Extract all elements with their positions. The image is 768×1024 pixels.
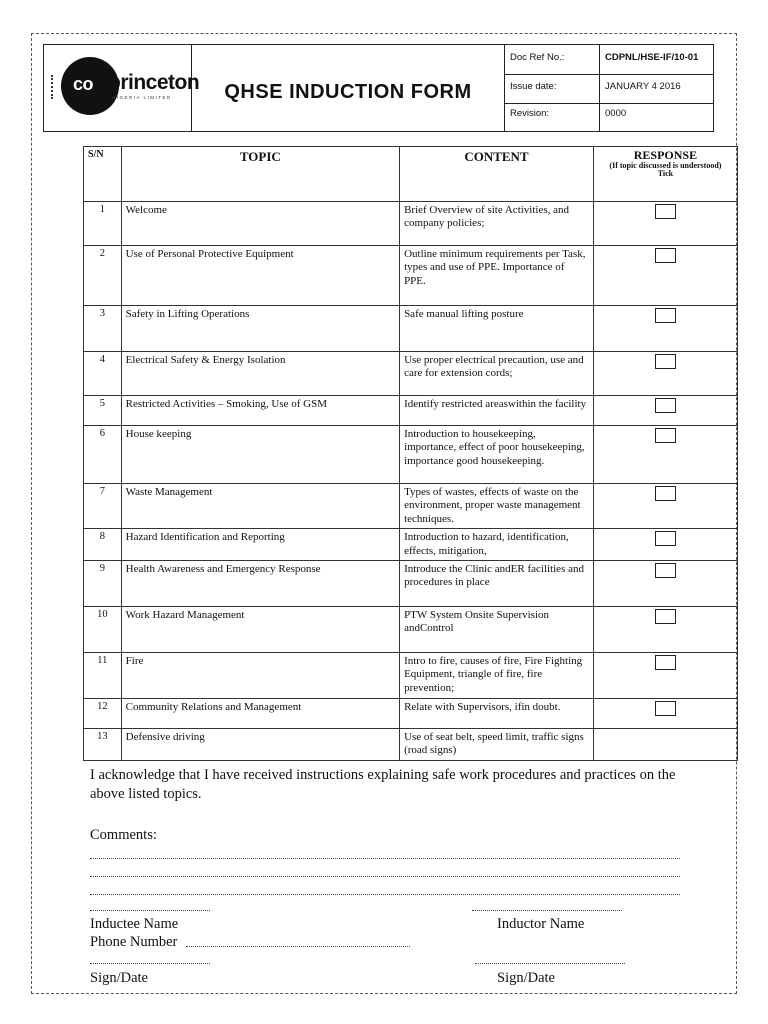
table-row	[84, 561, 738, 607]
row-response	[593, 653, 737, 699]
inductee-sign-date-label: Sign/Date	[90, 970, 148, 986]
row-response	[593, 529, 737, 561]
logo-name: princeton	[108, 71, 200, 94]
table-row	[84, 729, 738, 761]
row-content: Brief Overview of site Activities, and company policies;	[400, 202, 594, 246]
row-sn: 8	[84, 529, 122, 561]
inductor-name-label: Inductor Name	[497, 916, 585, 932]
inductee-sign-line[interactable]	[90, 963, 210, 964]
row-content: Safe manual lifting posture	[400, 306, 594, 352]
row-response	[593, 306, 737, 352]
table-row	[84, 607, 738, 653]
row-content: Introduction to housekeeping, importance, effect of poor housekeeping, importance good housekeeping.	[400, 426, 594, 484]
revision-value: 0000	[605, 108, 627, 119]
row-topic: Defensive driving	[121, 729, 399, 761]
table-row	[84, 529, 738, 561]
tick-checkbox[interactable]	[655, 248, 676, 263]
form-title: QHSE INDUCTION FORM	[224, 81, 472, 103]
phone-number-label: Phone Number	[90, 934, 178, 950]
induction-topics-table	[83, 146, 738, 761]
row-content: Use of seat belt, speed limit, traffic signs (road signs)	[400, 729, 594, 761]
table-row	[84, 484, 738, 529]
row-sn: 6	[84, 426, 122, 484]
table-row	[84, 352, 738, 396]
inductee-name-label: Inductee Name	[90, 916, 179, 932]
issue-date-value: JANUARY 4 2016	[605, 81, 681, 92]
row-response	[593, 396, 737, 426]
tick-checkbox[interactable]	[655, 563, 676, 578]
row-sn: 5	[84, 396, 122, 426]
table-row	[84, 202, 738, 246]
row-topic: Safety in Lifting Operations	[121, 306, 399, 352]
row-response	[593, 699, 737, 729]
phone-number-line[interactable]	[186, 946, 410, 947]
row-response	[593, 607, 737, 653]
company-logo	[56, 57, 200, 119]
table-row	[84, 426, 738, 484]
row-response	[593, 426, 737, 484]
row-content: Relate with Supervisors, ifin doubt.	[400, 699, 594, 729]
row-content: Outline minimum requirements per Task, types and use of PPE. Importance of PPE.	[400, 246, 594, 306]
row-sn: 7	[84, 484, 122, 529]
tick-checkbox[interactable]	[655, 428, 676, 443]
row-sn: 12	[84, 699, 122, 729]
header-response-title: RESPONSE	[633, 148, 698, 162]
tick-checkbox[interactable]	[655, 609, 676, 624]
row-content: Intro to fire, causes of fire, Fire Fighting Equipment, triangle of fire, fire prevention;	[400, 653, 594, 699]
tick-checkbox[interactable]	[655, 701, 676, 716]
table-row	[84, 306, 738, 352]
row-response	[593, 729, 737, 761]
row-sn: 10	[84, 607, 122, 653]
row-response	[593, 484, 737, 529]
tick-checkbox[interactable]	[655, 531, 676, 546]
row-response	[593, 352, 737, 396]
row-sn: 3	[84, 306, 122, 352]
row-topic: Use of Personal Protective Equipment	[121, 246, 399, 306]
row-content: Identify restricted areaswithin the facility	[400, 396, 594, 426]
tick-checkbox[interactable]	[655, 354, 676, 369]
row-sn: 4	[84, 352, 122, 396]
row-content: PTW System Onsite Supervision andControl	[400, 607, 594, 653]
table-row	[84, 653, 738, 699]
row-content: Introduction to hazard, identification, effects, mitigation,	[400, 529, 594, 561]
issue-date-label: Issue date:	[510, 81, 557, 92]
row-sn: 2	[84, 246, 122, 306]
row-sn: 1	[84, 202, 122, 246]
revision-label: Revision:	[510, 108, 550, 119]
row-sn: 9	[84, 561, 122, 607]
row-topic: Fire	[121, 653, 399, 699]
logo-co: co	[73, 74, 94, 94]
row-sn: 13	[84, 729, 122, 761]
header-response	[593, 147, 737, 202]
row-topic: Welcome	[121, 202, 399, 246]
tick-checkbox[interactable]	[655, 398, 676, 413]
header-content: CONTENT	[400, 147, 594, 202]
doc-ref-label: Doc Ref No.:	[510, 52, 565, 63]
comments-label: Comments:	[90, 827, 157, 843]
tick-checkbox[interactable]	[655, 204, 676, 219]
row-topic: Restricted Activities – Smoking, Use of GSM	[121, 396, 399, 426]
comments-line-1[interactable]	[90, 858, 680, 859]
tick-checkbox[interactable]	[655, 486, 676, 501]
comments-line-3[interactable]	[90, 894, 680, 895]
tick-checkbox[interactable]	[655, 308, 676, 323]
tick-checkbox[interactable]	[655, 655, 676, 670]
doc-ref-value: CDPNL/HSE-IF/10-01	[605, 52, 699, 63]
comments-line-2[interactable]	[90, 876, 680, 877]
header-response-tick: Tick	[657, 168, 674, 178]
row-topic: Health Awareness and Emergency Response	[121, 561, 399, 607]
form-header	[43, 44, 714, 132]
row-topic: Electrical Safety & Energy Isolation	[121, 352, 399, 396]
logo-subtitle: NIGERIA LIMITED	[112, 95, 172, 100]
table-row	[84, 699, 738, 729]
row-topic: House keeping	[121, 426, 399, 484]
inductor-name-line[interactable]	[472, 910, 622, 911]
row-sn: 11	[84, 653, 122, 699]
row-content: Use proper electrical precaution, use and care for extension cords;	[400, 352, 594, 396]
row-response	[593, 202, 737, 246]
table-row	[84, 396, 738, 426]
row-topic: Waste Management	[121, 484, 399, 529]
table-header-row	[84, 147, 738, 202]
row-response	[593, 561, 737, 607]
header-topic: TOPIC	[121, 147, 399, 202]
inductor-sign-line[interactable]	[475, 963, 625, 964]
row-content: Introduce the Clinic andER facilities and procedures in place	[400, 561, 594, 607]
row-topic: Work Hazard Management	[121, 607, 399, 653]
row-topic: Community Relations and Management	[121, 699, 399, 729]
header-response-note: (If topic discussed is understood)	[609, 160, 722, 170]
row-response	[593, 246, 737, 306]
table-row	[84, 246, 738, 306]
inductor-sign-date-label: Sign/Date	[497, 970, 555, 986]
header-sn: S/N	[84, 147, 122, 202]
row-content: Types of wastes, effects of waste on the environment, proper waste management techniques.	[400, 484, 594, 529]
row-topic: Hazard Identification and Reporting	[121, 529, 399, 561]
acknowledgement-text: I acknowledge that I have received instructions explaining safe work procedures and practices on the above listed topics.	[90, 767, 676, 802]
inductee-name-line[interactable]	[90, 910, 210, 911]
